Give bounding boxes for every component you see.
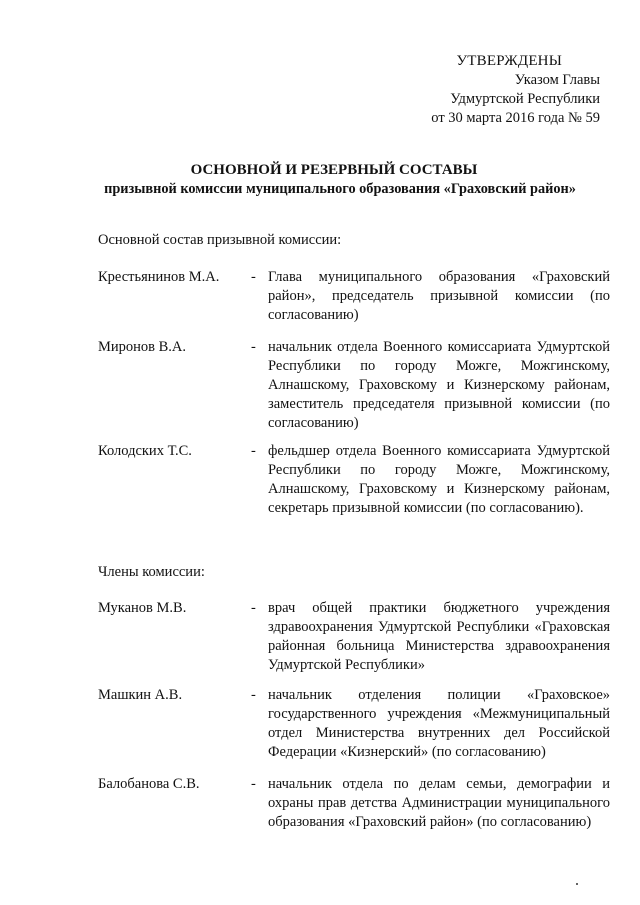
member-name: Колодских Т.С. [98, 443, 192, 459]
member-role: начальник отдела по делам семьи, демографии и охраны прав детства Администрации муниципального образования «Граховский район» (по согласованию) [268, 776, 610, 830]
member-role: начальник отделения полиции «Граховское» государственного учреждения «Межмуниципальный отдел Министерства внутренних дел Российской Федерации «Кизнерский» (по согласованию) [268, 687, 610, 760]
approval-authority: Указом Главы [514, 72, 600, 88]
approval-stamp [380, 52, 600, 128]
member-role: начальник отдела Военного комиссариата Удмуртской Республики по городу Можге, Можгинскому, Алнашскому, Граховскому и Кизнерскому районам, заместитель председателя призывной комиссии (по согласованию) [268, 339, 610, 431]
approval-date: от 30 марта 2016 года № 59 [431, 110, 600, 126]
member-dash: - [251, 776, 256, 792]
approval-heading: УТВЕРЖДЕНЫ [456, 53, 562, 69]
member-name: Миронов В.А. [98, 339, 187, 355]
approval-republic: Удмуртской Республики [450, 91, 600, 107]
member-dash: - [251, 269, 256, 285]
member-name: Крестьянинов М.А. [98, 269, 220, 285]
member-dash: - [251, 687, 256, 703]
members-section-label: Члены комиссии: [98, 564, 205, 580]
member-dash: - [251, 600, 256, 616]
main-section-label: Основной состав призывной комиссии: [98, 232, 342, 248]
document-title [0, 160, 640, 199]
member-dash: - [251, 443, 256, 459]
member-name: Балобанова С.В. [98, 776, 200, 792]
title-subtitle: призывной комиссии муниципального образования «Граховский район» [104, 181, 576, 197]
member-dash: - [251, 339, 256, 355]
member-name: Муканов М.В. [98, 600, 187, 616]
member-name: Машкин А.В. [98, 687, 183, 703]
member-role: Глава муниципального образования «Граховский район», председатель призывной комиссии (по согласованию) [268, 269, 610, 323]
scan-speck [576, 883, 578, 885]
title-main: ОСНОВНОЙ И РЕЗЕРВНЫЙ СОСТАВЫ [190, 162, 478, 178]
member-role: врач общей практики бюджетного учреждения здравоохранения Удмуртской Республики «Граховская районная больница Министерства здравоохранения Удмуртской Республики» [268, 600, 610, 673]
member-role: фельдшер отдела Военного комиссариата Удмуртской Республики по городу Можге, Можгинскому, Алнашскому, Граховскому и Кизнерскому районам, секретарь призывной комиссии (по согласованию). [268, 443, 610, 516]
